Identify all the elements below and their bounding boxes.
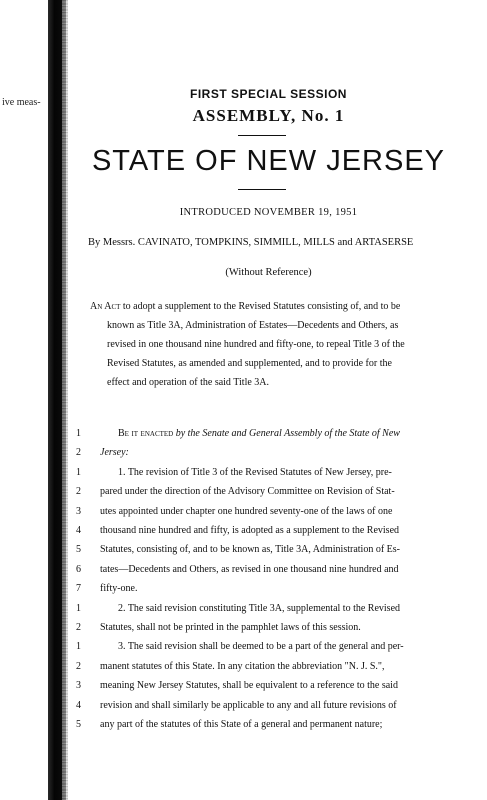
statute-line: [66, 680, 398, 699]
divider-rule: [238, 189, 286, 190]
line-number: 2: [76, 447, 81, 459]
statute-line: [66, 506, 392, 525]
line-number: 5: [76, 719, 81, 730]
session-heading: FIRST SPECIAL SESSION: [190, 87, 347, 101]
statute-line: [66, 719, 382, 738]
line-number: 5: [76, 544, 81, 556]
statute-line: [66, 467, 392, 486]
statute-line: [66, 525, 399, 544]
act-lead: An Act: [90, 301, 121, 312]
line-number: 4: [76, 525, 81, 536]
margin-text: ive meas-: [2, 97, 41, 108]
statute-line: [66, 622, 361, 641]
line-text: revision and shall similarly be applicable to any and all future revisions of: [100, 699, 397, 711]
line-number: 3: [76, 680, 81, 692]
act-line: known as Title 3A, Administration of Estates—Decedents and Others, as: [107, 320, 399, 331]
line-text: [118, 428, 400, 439]
act-line: An Act to adopt a supplement to the Revised Statutes consisting of, and to be: [90, 301, 401, 312]
line-text: manent statutes of this State. In any citation the abbreviation "N. J. S.",: [100, 660, 385, 672]
line-number: 6: [76, 563, 81, 575]
enacting-text: by the Senate and General Assembly of the State of New: [173, 428, 400, 439]
line-number: 2: [76, 622, 81, 633]
line-number: 3: [76, 505, 81, 517]
line-text: Jersey:: [100, 447, 129, 459]
assembly-heading: ASSEMBLY, No. 1: [192, 106, 345, 125]
line-text: 1. The revision of Title 3 of the Revised Statutes of New Jersey, pre-: [118, 466, 392, 478]
statute-line: [66, 700, 397, 719]
divider-rule: [238, 135, 286, 136]
line-number: 1: [76, 641, 81, 653]
line-text: any part of the statutes of this State of a general and permanent nature;: [100, 719, 383, 730]
line-text: tates—Decedents and Others, as revised in one thousand nine hundred and: [100, 563, 399, 575]
statute-line: [66, 641, 404, 660]
statute-line: [66, 486, 395, 505]
line-text: meaning New Jersey Statutes, shall be equivalent to a reference to the said: [100, 680, 398, 692]
act-line: Revised Statutes, as amended and supplemented, and to provide for the: [107, 358, 392, 369]
line-text: thousand nine hundred and fifty, is adopted as a supplement to the Revised: [100, 525, 400, 536]
statute-line: [66, 564, 399, 583]
statute-line: [66, 583, 138, 602]
line-text: pared under the direction of the Advisory Committee on Revision of Stat-: [100, 486, 395, 498]
statute-line: [66, 428, 400, 447]
sponsors-line: By Messrs. CAVINATO, TOMPKINS, SIMMILL, MILLS and ARTASERSE: [88, 237, 414, 248]
line-number: 1: [76, 466, 81, 478]
line-text: 2. The said revision constituting Title 3A, supplemental to the Revised: [118, 602, 401, 614]
line-text: Statutes, shall not be printed in the pamphlet laws of this session.: [100, 622, 361, 633]
line-number: 7: [76, 583, 81, 595]
introduced-date: INTRODUCED NOVEMBER 19, 1951: [179, 207, 358, 218]
statute-line: [66, 544, 400, 563]
statute-line: [66, 661, 385, 680]
statute-line: [66, 447, 129, 466]
line-text: utes appointed under chapter one hundred seventy-one of the laws of one: [100, 505, 393, 517]
line-number: 2: [76, 486, 81, 498]
line-text: 3. The said revision shall be deemed to be a part of the general and per-: [118, 641, 404, 653]
enacting-lead: Be it enacted: [118, 428, 174, 439]
line-number: 1: [76, 428, 81, 439]
act-title: [90, 297, 460, 392]
line-number: 2: [76, 660, 81, 672]
line-text: Statutes, consisting of, and to be known as, Title 3A, Administration of Es-: [100, 544, 400, 556]
act-line: effect and operation of the said Title 3A.: [107, 377, 270, 388]
line-number: 4: [76, 699, 81, 711]
line-number: 1: [76, 602, 81, 614]
statute-line: [66, 603, 400, 622]
reference-note: (Without Reference): [225, 267, 312, 278]
line-text: fifty-one.: [100, 583, 138, 595]
state-title: STATE OF NEW JERSEY: [91, 145, 446, 177]
act-line: revised in one thousand nine hundred and fifty-one, to repeal Title 3 of the: [107, 339, 405, 350]
